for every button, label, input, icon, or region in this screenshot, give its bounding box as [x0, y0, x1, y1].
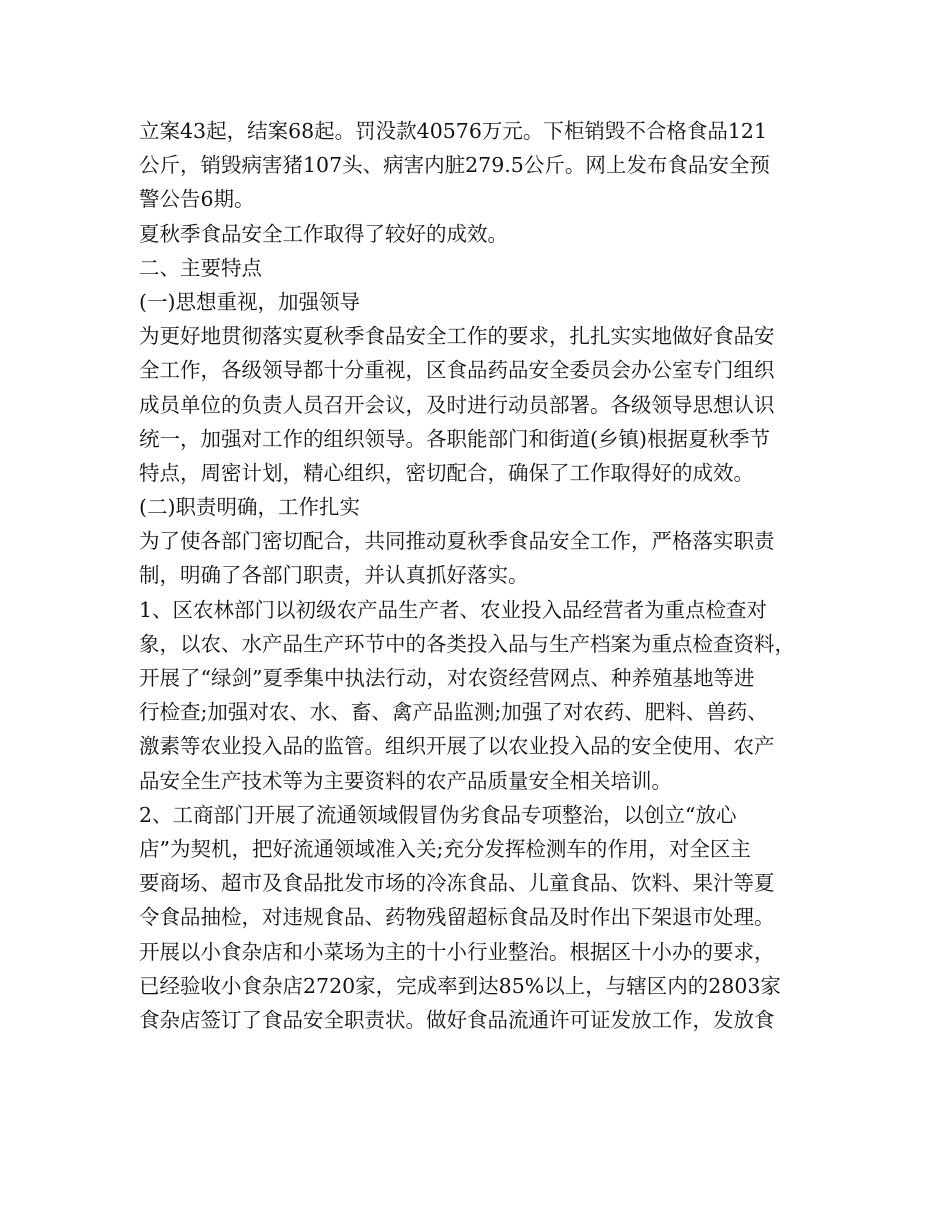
- text-line: 警公告6期。: [139, 187, 255, 212]
- text-line: 夏秋季食品安全工作取得了较好的成效。: [139, 221, 508, 246]
- text-line: 食杂店签订了食品安全职责状。做好食品流通许可证发放工作，发放食: [139, 1007, 775, 1032]
- text-line: 令食品抽检，对违规食品、药物残留超标食品及时作出下架退市处理。: [139, 905, 775, 930]
- text-line: 象，以农、水产品生产环节中的各类投入品与生产档案为重点检查资料，: [139, 631, 795, 656]
- section-heading: 二、主要特点: [139, 255, 262, 280]
- text-line: 要商场、超市及食品批发市场的冷冻食品、儿童食品、饮料、果汁等夏: [139, 871, 775, 896]
- text-line: 开展了“绿剑”夏季集中执法行动，对农资经营网点、种养殖基地等进: [139, 666, 755, 690]
- text-line: 为更好地贯彻落实夏秋季食品安全工作的要求，扎扎实实地做好食品安: [139, 324, 775, 349]
- text-line: 激素等农业投入品的监管。组织开展了以农业投入品的安全使用、农产: [139, 734, 775, 759]
- text-line: 已经验收小食杂店2720家，完成率到达85%以上，与辖区内的2803家: [139, 973, 781, 998]
- subsection-heading: (一)思想重视，加强领导: [139, 289, 360, 314]
- text-line: 成员单位的负责人员召开会议，及时进行动员部署。各级领导思想认识: [139, 392, 775, 417]
- document-body: [139, 114, 829, 1037]
- text-line: 全工作，各级领导都十分重视，区食品药品安全委员会办公室专门组织: [139, 358, 775, 383]
- text-line: 店”为契机，把好流通领域准入关;充分发挥检测车的作用，对全区主: [139, 836, 751, 861]
- text-line: 2、工商部门开展了流通领域假冒伪劣食品专项整治，以创立“放心: [139, 802, 737, 827]
- text-line: 公斤，销毁病害猪107头、病害内脏279.5公斤。网上发布食品安全预: [139, 153, 770, 178]
- text-line: 品安全生产技术等为主要资料的农产品质量安全相关培训。: [139, 768, 672, 793]
- text-line: 立案43起，结案68起。罚没款40576万元。下柜销毁不合格食品121: [139, 119, 768, 143]
- subsection-heading: (二)职责明确，工作扎实: [139, 495, 360, 520]
- text-line: 开展以小食杂店和小菜场为主的十小行业整治。根据区十小办的要求，: [139, 939, 775, 964]
- text-line: 1、区农林部门以初级农产品生产者、农业投入品经营者为重点检查对: [139, 597, 768, 622]
- text-line: 统一，加强对工作的组织领导。各职能部门和街道(乡镇)根据夏秋季节: [139, 426, 770, 451]
- text-line: 特点，周密计划，精心组织，密切配合，确保了工作取得好的成效。: [139, 460, 754, 485]
- text-line: 为了使各部门密切配合，共同推动夏秋季食品安全工作，严格落实职责: [139, 529, 775, 554]
- text-line: 制，明确了各部门职责，并认真抓好落实。: [139, 563, 529, 588]
- text-line: 行检查;加强对农、水、畜、禽产品监测;加强了对农药、肥料、兽药、: [139, 700, 768, 725]
